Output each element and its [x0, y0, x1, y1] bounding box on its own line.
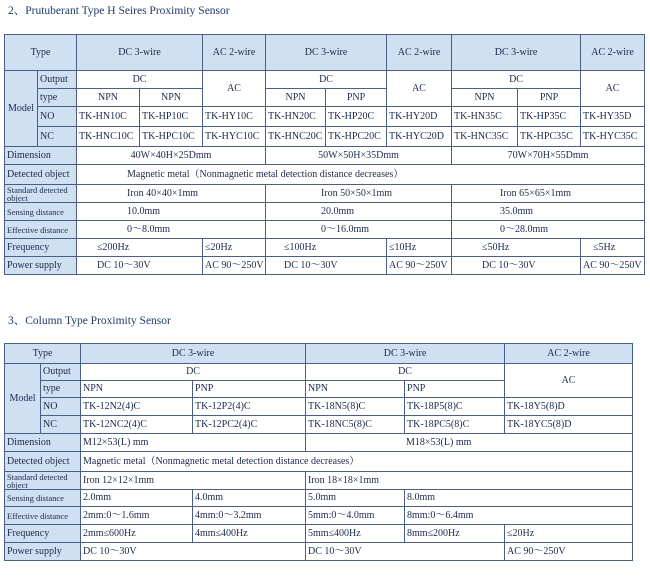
frequency-value: ≤20Hz — [505, 525, 633, 543]
power-value: DC 10～30V — [452, 257, 581, 275]
detected-label: Detected object — [5, 165, 77, 185]
model-cell: TK-18Y5(8)D — [505, 398, 633, 416]
sensing-value: 2.0mm — [81, 490, 193, 507]
frequency-value: ≤5Hz — [581, 239, 645, 257]
dimension-label: Dimension — [5, 147, 77, 165]
model-label: Model — [5, 71, 38, 147]
type-row-label: type — [41, 381, 81, 398]
frequency-value: 5mm≤400Hz — [306, 525, 405, 543]
sensing-value: 35.0mm — [452, 203, 645, 221]
model-cell: TK-12NC2(4)C — [81, 416, 193, 434]
model-cell: TK-HP35C — [518, 107, 581, 127]
group-header: DC 3-wire — [452, 35, 581, 71]
frequency-value: ≤100Hz — [266, 239, 387, 257]
effective-label: Effective distance — [5, 507, 81, 525]
output-value: AC — [505, 364, 633, 398]
sensing-value: 10.0mm — [77, 203, 266, 221]
frequency-value: ≤50Hz — [452, 239, 581, 257]
nc-label: NC — [41, 416, 81, 434]
group-header: DC 3-wire — [306, 344, 505, 364]
dimension-label: Dimension — [5, 434, 81, 452]
sensing-label: Sensing distance — [5, 203, 77, 221]
standard-value: Iron 40×40×1mm — [77, 185, 266, 203]
nc-label: NC — [38, 127, 77, 147]
standard-value: Iron 12×12×1mm — [81, 472, 306, 490]
power-value: AC 90～250V — [387, 257, 452, 275]
power-value: AC 90～250V — [505, 543, 633, 561]
model-cell: TK-18P5(8)C — [405, 398, 505, 416]
model-cell: TK-18YC5(8)D — [505, 416, 633, 434]
frequency-label: Frequency — [5, 239, 77, 257]
power-value: DC 10～30V — [81, 543, 306, 561]
model-cell: TK-HPC20C — [326, 127, 387, 147]
output-value: DC — [266, 71, 387, 89]
output-value: AC — [203, 71, 266, 107]
type-value: NPN — [77, 89, 140, 107]
model-label: Model — [5, 364, 41, 434]
group-header: AC 2-wire — [203, 35, 266, 71]
standard-label: Standard detected object — [5, 472, 81, 490]
group-header: AC 2-wire — [387, 35, 452, 71]
model-cell: TK-HP10C — [140, 107, 203, 127]
frequency-label: Frequency — [5, 525, 81, 543]
power-label: Power supply — [5, 257, 77, 275]
model-cell: TK-HN35C — [452, 107, 518, 127]
type-header: Type — [5, 35, 77, 71]
model-cell: TK-HPC10C — [140, 127, 203, 147]
frequency-value: 2mm≤600Hz — [81, 525, 193, 543]
column-type-table — [4, 343, 633, 561]
frequency-value: 8mm≤200Hz — [405, 525, 505, 543]
model-cell: TK-HY10C — [203, 107, 266, 127]
type-value: NPN — [140, 89, 203, 107]
model-cell: TK-HYC10C — [203, 127, 266, 147]
dimension-value: M12×53(L) mm — [81, 434, 306, 452]
sensing-value: 20.0mm — [266, 203, 452, 221]
detected-value: Magnetic metal（Nonmagnetic metal detection distance decreases） — [81, 452, 633, 472]
group-header: AC 2-wire — [581, 35, 645, 71]
standard-value: Iron 50×50×1mm — [266, 185, 452, 203]
power-value: AC 90～250V — [203, 257, 266, 275]
sensing-label: Sensing distance — [5, 490, 81, 507]
dimension-value: 70W×70H×55Dmm — [452, 147, 645, 165]
effective-value: 0～28.0mm — [452, 221, 645, 239]
power-label: Power supply — [5, 543, 81, 561]
section2-title: 2、Prutuberant Type H Seires Proximity Sensor — [8, 5, 230, 17]
output-value: DC — [81, 364, 306, 381]
group-header: DC 3-wire — [81, 344, 306, 364]
power-value: DC 10～30V — [266, 257, 387, 275]
detected-value: Magnetic metal（Nonmagnetic metal detection distance decreases） — [77, 165, 645, 185]
standard-value: Iron 18×18×1mm — [306, 472, 633, 490]
dimension-value: 50W×50H×35Dmm — [266, 147, 452, 165]
section3-title: 3、Column Type Proximity Sensor — [8, 315, 171, 327]
dimension-value: 40W×40H×25Dmm — [77, 147, 266, 165]
sensing-value: 5.0mm — [306, 490, 405, 507]
frequency-value: ≤20Hz — [203, 239, 266, 257]
type-value: NPN — [266, 89, 326, 107]
detected-label: Detected object — [5, 452, 81, 472]
group-header: DC 3-wire — [77, 35, 203, 71]
model-cell: TK-HYC20D — [387, 127, 452, 147]
effective-label: Effective distance — [5, 221, 77, 239]
model-cell: TK-HP20C — [326, 107, 387, 127]
type-value: NPN — [81, 381, 193, 398]
model-cell: TK-HY20D — [387, 107, 452, 127]
standard-label: Standard detected object — [5, 185, 77, 203]
effective-value: 5mm:0～4.0mm — [306, 507, 405, 525]
type-value: PNP — [326, 89, 387, 107]
model-cell: TK-HY35D — [581, 107, 645, 127]
model-cell: TK-HYC35C — [581, 127, 645, 147]
type-value: PNP — [518, 89, 581, 107]
model-cell: TK-12N2(4)C — [81, 398, 193, 416]
output-value: DC — [77, 71, 203, 89]
sensing-value: 4.0mm — [193, 490, 306, 507]
type-value: PNP — [193, 381, 306, 398]
effective-value: 8mm:0～6.4mm — [405, 507, 633, 525]
type-header: Type — [5, 344, 81, 364]
sensing-value: 8.0mm — [405, 490, 633, 507]
model-cell: TK-HNC10C — [77, 127, 140, 147]
effective-value: 0～8.0mm — [77, 221, 266, 239]
effective-value: 4mm:0～3.2mm — [193, 507, 306, 525]
model-cell: TK-18PC5(8)C — [405, 416, 505, 434]
dimension-value: M18×53(L) mm — [306, 434, 633, 452]
type-value: NPN — [452, 89, 518, 107]
no-label: NO — [41, 398, 81, 416]
model-cell: TK-HNC20C — [266, 127, 326, 147]
model-cell: TK-HN20C — [266, 107, 326, 127]
model-cell: TK-HPC35C — [518, 127, 581, 147]
model-cell: TK-12PC2(4)C — [193, 416, 306, 434]
type-value: PNP — [405, 381, 505, 398]
frequency-value: ≤10Hz — [387, 239, 452, 257]
output-value: AC — [581, 71, 645, 107]
model-cell: TK-HN10C — [77, 107, 140, 127]
output-value: AC — [387, 71, 452, 107]
type-row-label: type — [38, 89, 77, 107]
model-cell: TK-18N5(8)C — [306, 398, 405, 416]
frequency-value: 4mm≤400Hz — [193, 525, 306, 543]
effective-value: 0～16.0mm — [266, 221, 452, 239]
output-label: Output — [38, 71, 77, 89]
power-value: DC 10～30V — [306, 543, 505, 561]
no-label: NO — [38, 107, 77, 127]
type-value: NPN — [306, 381, 405, 398]
model-cell: TK-18NC5(8)C — [306, 416, 405, 434]
output-value: DC — [452, 71, 581, 89]
h-series-table — [4, 34, 645, 275]
power-value: DC 10～30V — [77, 257, 203, 275]
effective-value: 2mm:0～1.6mm — [81, 507, 193, 525]
model-cell: TK-12P2(4)C — [193, 398, 306, 416]
standard-value: Iron 65×65×1mm — [452, 185, 645, 203]
group-header: AC 2-wire — [505, 344, 633, 364]
output-value: DC — [306, 364, 505, 381]
group-header: DC 3-wire — [266, 35, 387, 71]
frequency-value: ≤200Hz — [77, 239, 203, 257]
output-label: Output — [41, 364, 81, 381]
model-cell: TK-HNC35C — [452, 127, 518, 147]
power-value: AC 90～250V — [581, 257, 645, 275]
